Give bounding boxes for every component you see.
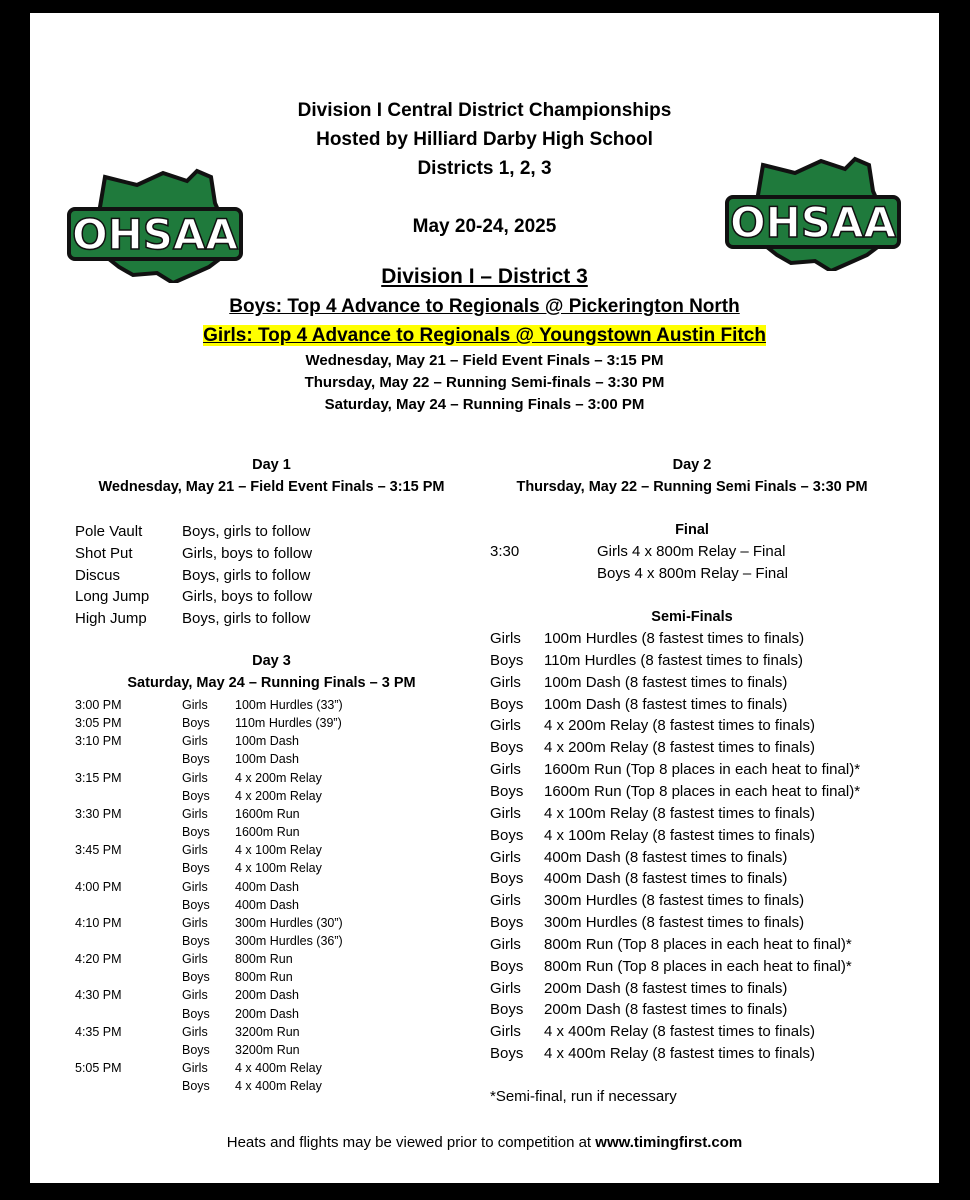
final-event: 1600m Run bbox=[235, 825, 300, 840]
semi-event: 4 x 200m Relay (8 fastest times to finals) bbox=[544, 717, 815, 735]
schedule-line-3: Saturday, May 24 – Running Finals – 3:00 PM bbox=[324, 396, 645, 413]
semi-final-footnote: *Semi-final, run if necessary bbox=[490, 1088, 677, 1105]
field-event-order: Girls, boys to follow bbox=[182, 544, 313, 562]
final-event: 400m Dash bbox=[235, 897, 299, 912]
final-event: 4 x 200m Relay bbox=[235, 770, 322, 785]
final-time: 3:10 PM bbox=[75, 734, 122, 749]
semi-event: 4 x 100m Relay (8 fastest times to finals) bbox=[544, 826, 815, 844]
field-event-order: Girls, boys to follow bbox=[182, 588, 313, 606]
final-gender: Girls bbox=[182, 770, 208, 785]
field-event-name: Long Jump bbox=[75, 588, 150, 606]
semi-event: 300m Hurdles (8 fastest times to finals) bbox=[544, 892, 805, 910]
semi-event: 400m Dash (8 fastest times to finals) bbox=[544, 870, 788, 888]
final-title: Final bbox=[675, 522, 709, 538]
semi-event: 800m Run (Top 8 places in each heat to final)* bbox=[544, 957, 852, 975]
day1-title: Day 1 bbox=[252, 457, 291, 473]
semi-gender: Boys bbox=[490, 1001, 524, 1019]
final-event: 800m Run bbox=[235, 952, 293, 967]
final-event: 400m Dash bbox=[235, 879, 299, 894]
final-time: 4:10 PM bbox=[75, 915, 122, 930]
final-event-girls: Girls 4 x 800m Relay – Final bbox=[597, 543, 786, 560]
final-time: 3:00 PM bbox=[75, 698, 122, 712]
final-event: 4 x 200m Relay bbox=[235, 788, 322, 803]
girls-advance: Girls: Top 4 Advance to Regionals @ Youngstown Austin Fitch bbox=[203, 325, 766, 346]
footer-text: Heats and flights may be viewed prior to competition at bbox=[226, 1134, 596, 1151]
semi-gender: Boys bbox=[490, 782, 524, 800]
day3-title: Day 3 bbox=[252, 653, 291, 669]
final-gender: Boys bbox=[182, 716, 210, 731]
semi-event: 300m Hurdles (8 fastest times to finals) bbox=[544, 914, 805, 932]
field-event-order: Boys, girls to follow bbox=[182, 566, 311, 584]
semi-gender: Boys bbox=[490, 695, 524, 713]
field-event-name: Discus bbox=[75, 566, 121, 584]
svg-text:OHSAA: OHSAA bbox=[729, 198, 897, 247]
final-gender: Girls bbox=[182, 1061, 208, 1075]
final-gender: Girls bbox=[182, 915, 208, 930]
final-gender: Boys bbox=[182, 1079, 210, 1094]
semi-gender: Boys bbox=[490, 870, 524, 888]
final-event: 4 x 400m Relay bbox=[235, 1061, 322, 1075]
final-gender: Boys bbox=[182, 1006, 210, 1021]
final-event-boys: Boys 4 x 800m Relay – Final bbox=[597, 565, 788, 582]
final-event: 110m Hurdles (39”) bbox=[235, 716, 342, 731]
semi-gender: Boys bbox=[490, 1045, 524, 1063]
day2-subtitle: Thursday, May 22 – Running Semi Finals – 3:30 PM bbox=[516, 479, 868, 495]
final-time: 5:05 PM bbox=[75, 1061, 122, 1075]
final-time: 3:30 PM bbox=[75, 806, 122, 821]
semi-event: 800m Run (Top 8 places in each heat to final)* bbox=[544, 935, 852, 953]
title-line-1: Division I Central District Championships bbox=[297, 100, 672, 121]
semi-event: 4 x 200m Relay (8 fastest times to finals) bbox=[544, 739, 815, 757]
footer bbox=[30, 1134, 939, 1151]
semi-gender: Girls bbox=[490, 1023, 521, 1041]
timing-link[interactable]: www.timingfirst.com bbox=[595, 1134, 743, 1151]
final-gender: Boys bbox=[182, 825, 210, 840]
field-event-order: Boys, girls to follow bbox=[182, 610, 311, 628]
semi-gender: Boys bbox=[490, 914, 524, 932]
final-time: 4:20 PM bbox=[75, 952, 122, 967]
semi-event: 100m Hurdles (8 fastest times to finals) bbox=[544, 630, 805, 647]
final-gender: Boys bbox=[182, 752, 210, 767]
final-event: 300m Hurdles (36”) bbox=[235, 933, 343, 948]
semi-event: 1600m Run (Top 8 places in each heat to final)* bbox=[544, 782, 861, 800]
field-event-name: High Jump bbox=[75, 610, 147, 628]
final-time: 3:30 bbox=[490, 543, 520, 560]
final-time: 4:35 PM bbox=[75, 1024, 122, 1039]
semi-gender: Girls bbox=[490, 979, 521, 997]
final-gender: Boys bbox=[182, 1042, 210, 1057]
day3-subtitle: Saturday, May 24 – Running Finals – 3 PM bbox=[127, 675, 416, 691]
final-event: 4 x 100m Relay bbox=[235, 843, 322, 858]
semi-gender: Boys bbox=[490, 739, 524, 757]
semi-gender: Girls bbox=[490, 630, 521, 647]
final-gender: Girls bbox=[182, 1024, 208, 1039]
final-gender: Girls bbox=[182, 843, 208, 858]
final-gender: Boys bbox=[182, 933, 210, 948]
final-gender: Girls bbox=[182, 879, 208, 894]
final-event: 100m Hurdles (33”) bbox=[235, 698, 343, 712]
final-gender: Girls bbox=[182, 698, 208, 712]
final-event: 1600m Run bbox=[235, 806, 300, 821]
day1-subtitle: Wednesday, May 21 – Field Event Finals – 3:15 PM bbox=[98, 479, 445, 495]
semi-gender: Girls bbox=[490, 935, 521, 953]
schedule-line-2: Thursday, May 22 – Running Semi-finals – 3:30 PM bbox=[304, 374, 665, 391]
final-event: 300m Hurdles (30”) bbox=[235, 915, 343, 930]
semi-event: 100m Dash (8 fastest times to finals) bbox=[544, 695, 788, 713]
final-time: 4:00 PM bbox=[75, 879, 122, 894]
logo-text: OHSAA bbox=[71, 210, 239, 259]
semi-event: 100m Dash (8 fastest times to finals) bbox=[544, 673, 788, 691]
field-event-name: Pole Vault bbox=[75, 523, 143, 540]
final-event: 3200m Run bbox=[235, 1024, 300, 1039]
semi-gender: Boys bbox=[490, 957, 524, 975]
final-gender: Girls bbox=[182, 988, 208, 1003]
final-event: 100m Dash bbox=[235, 752, 299, 767]
semi-event: 1600m Run (Top 8 places in each heat to final)* bbox=[544, 761, 861, 779]
document-page bbox=[30, 13, 939, 1183]
final-event: 100m Dash bbox=[235, 734, 299, 749]
semi-gender: Girls bbox=[490, 804, 521, 822]
final-event: 4 x 400m Relay bbox=[235, 1079, 322, 1094]
semi-gender: Girls bbox=[490, 848, 521, 866]
final-time: 3:05 PM bbox=[75, 716, 122, 731]
schedule-line-1: Wednesday, May 21 – Field Event Finals – 3:15 PM bbox=[305, 352, 664, 369]
final-time: 4:30 PM bbox=[75, 988, 122, 1003]
final-time: 3:45 PM bbox=[75, 843, 122, 858]
final-event: 3200m Run bbox=[235, 1042, 300, 1057]
semi-event: 4 x 400m Relay (8 fastest times to finals) bbox=[544, 1045, 815, 1063]
field-event-order: Boys, girls to follow bbox=[182, 523, 311, 540]
final-gender: Boys bbox=[182, 897, 210, 912]
semi-gender: Girls bbox=[490, 717, 521, 735]
semi-gender: Boys bbox=[490, 651, 524, 669]
semi-gender: Girls bbox=[490, 892, 521, 910]
field-event-name: Shot Put bbox=[75, 544, 133, 562]
semi-event: 4 x 100m Relay (8 fastest times to finals) bbox=[544, 804, 815, 822]
final-time: 3:15 PM bbox=[75, 770, 122, 785]
final-gender: Boys bbox=[182, 970, 210, 985]
boys-advance: Boys: Top 4 Advance to Regionals @ Pickerington North bbox=[229, 296, 740, 317]
final-event: 200m Dash bbox=[235, 988, 299, 1003]
final-event: 4 x 100m Relay bbox=[235, 861, 322, 876]
final-event: 800m Run bbox=[235, 970, 293, 985]
day2-title: Day 2 bbox=[672, 457, 712, 473]
final-gender: Girls bbox=[182, 734, 208, 749]
semi-event: 200m Dash (8 fastest times to finals) bbox=[544, 1001, 788, 1019]
semi-event: 200m Dash (8 fastest times to finals) bbox=[544, 979, 788, 997]
event-dates: May 20-24, 2025 bbox=[412, 216, 557, 237]
final-gender: Boys bbox=[182, 788, 210, 803]
semi-gender: Girls bbox=[490, 673, 521, 691]
division-title: Division I – District 3 bbox=[381, 265, 588, 288]
semi-gender: Girls bbox=[490, 761, 521, 779]
semi-finals-title: Semi-Finals bbox=[651, 609, 733, 625]
final-event: 200m Dash bbox=[235, 1006, 299, 1021]
semi-gender: Boys bbox=[490, 826, 524, 844]
semi-event: 4 x 400m Relay (8 fastest times to finals) bbox=[544, 1023, 815, 1041]
final-gender: Girls bbox=[182, 952, 208, 967]
final-gender: Boys bbox=[182, 861, 210, 876]
semi-event: 110m Hurdles (8 fastest times to finals) bbox=[544, 651, 803, 669]
title-line-3: Districts 1, 2, 3 bbox=[417, 158, 552, 179]
final-gender: Girls bbox=[182, 806, 208, 821]
title-line-2: Hosted by Hilliard Darby High School bbox=[316, 129, 653, 150]
semi-event: 400m Dash (8 fastest times to finals) bbox=[544, 848, 788, 866]
